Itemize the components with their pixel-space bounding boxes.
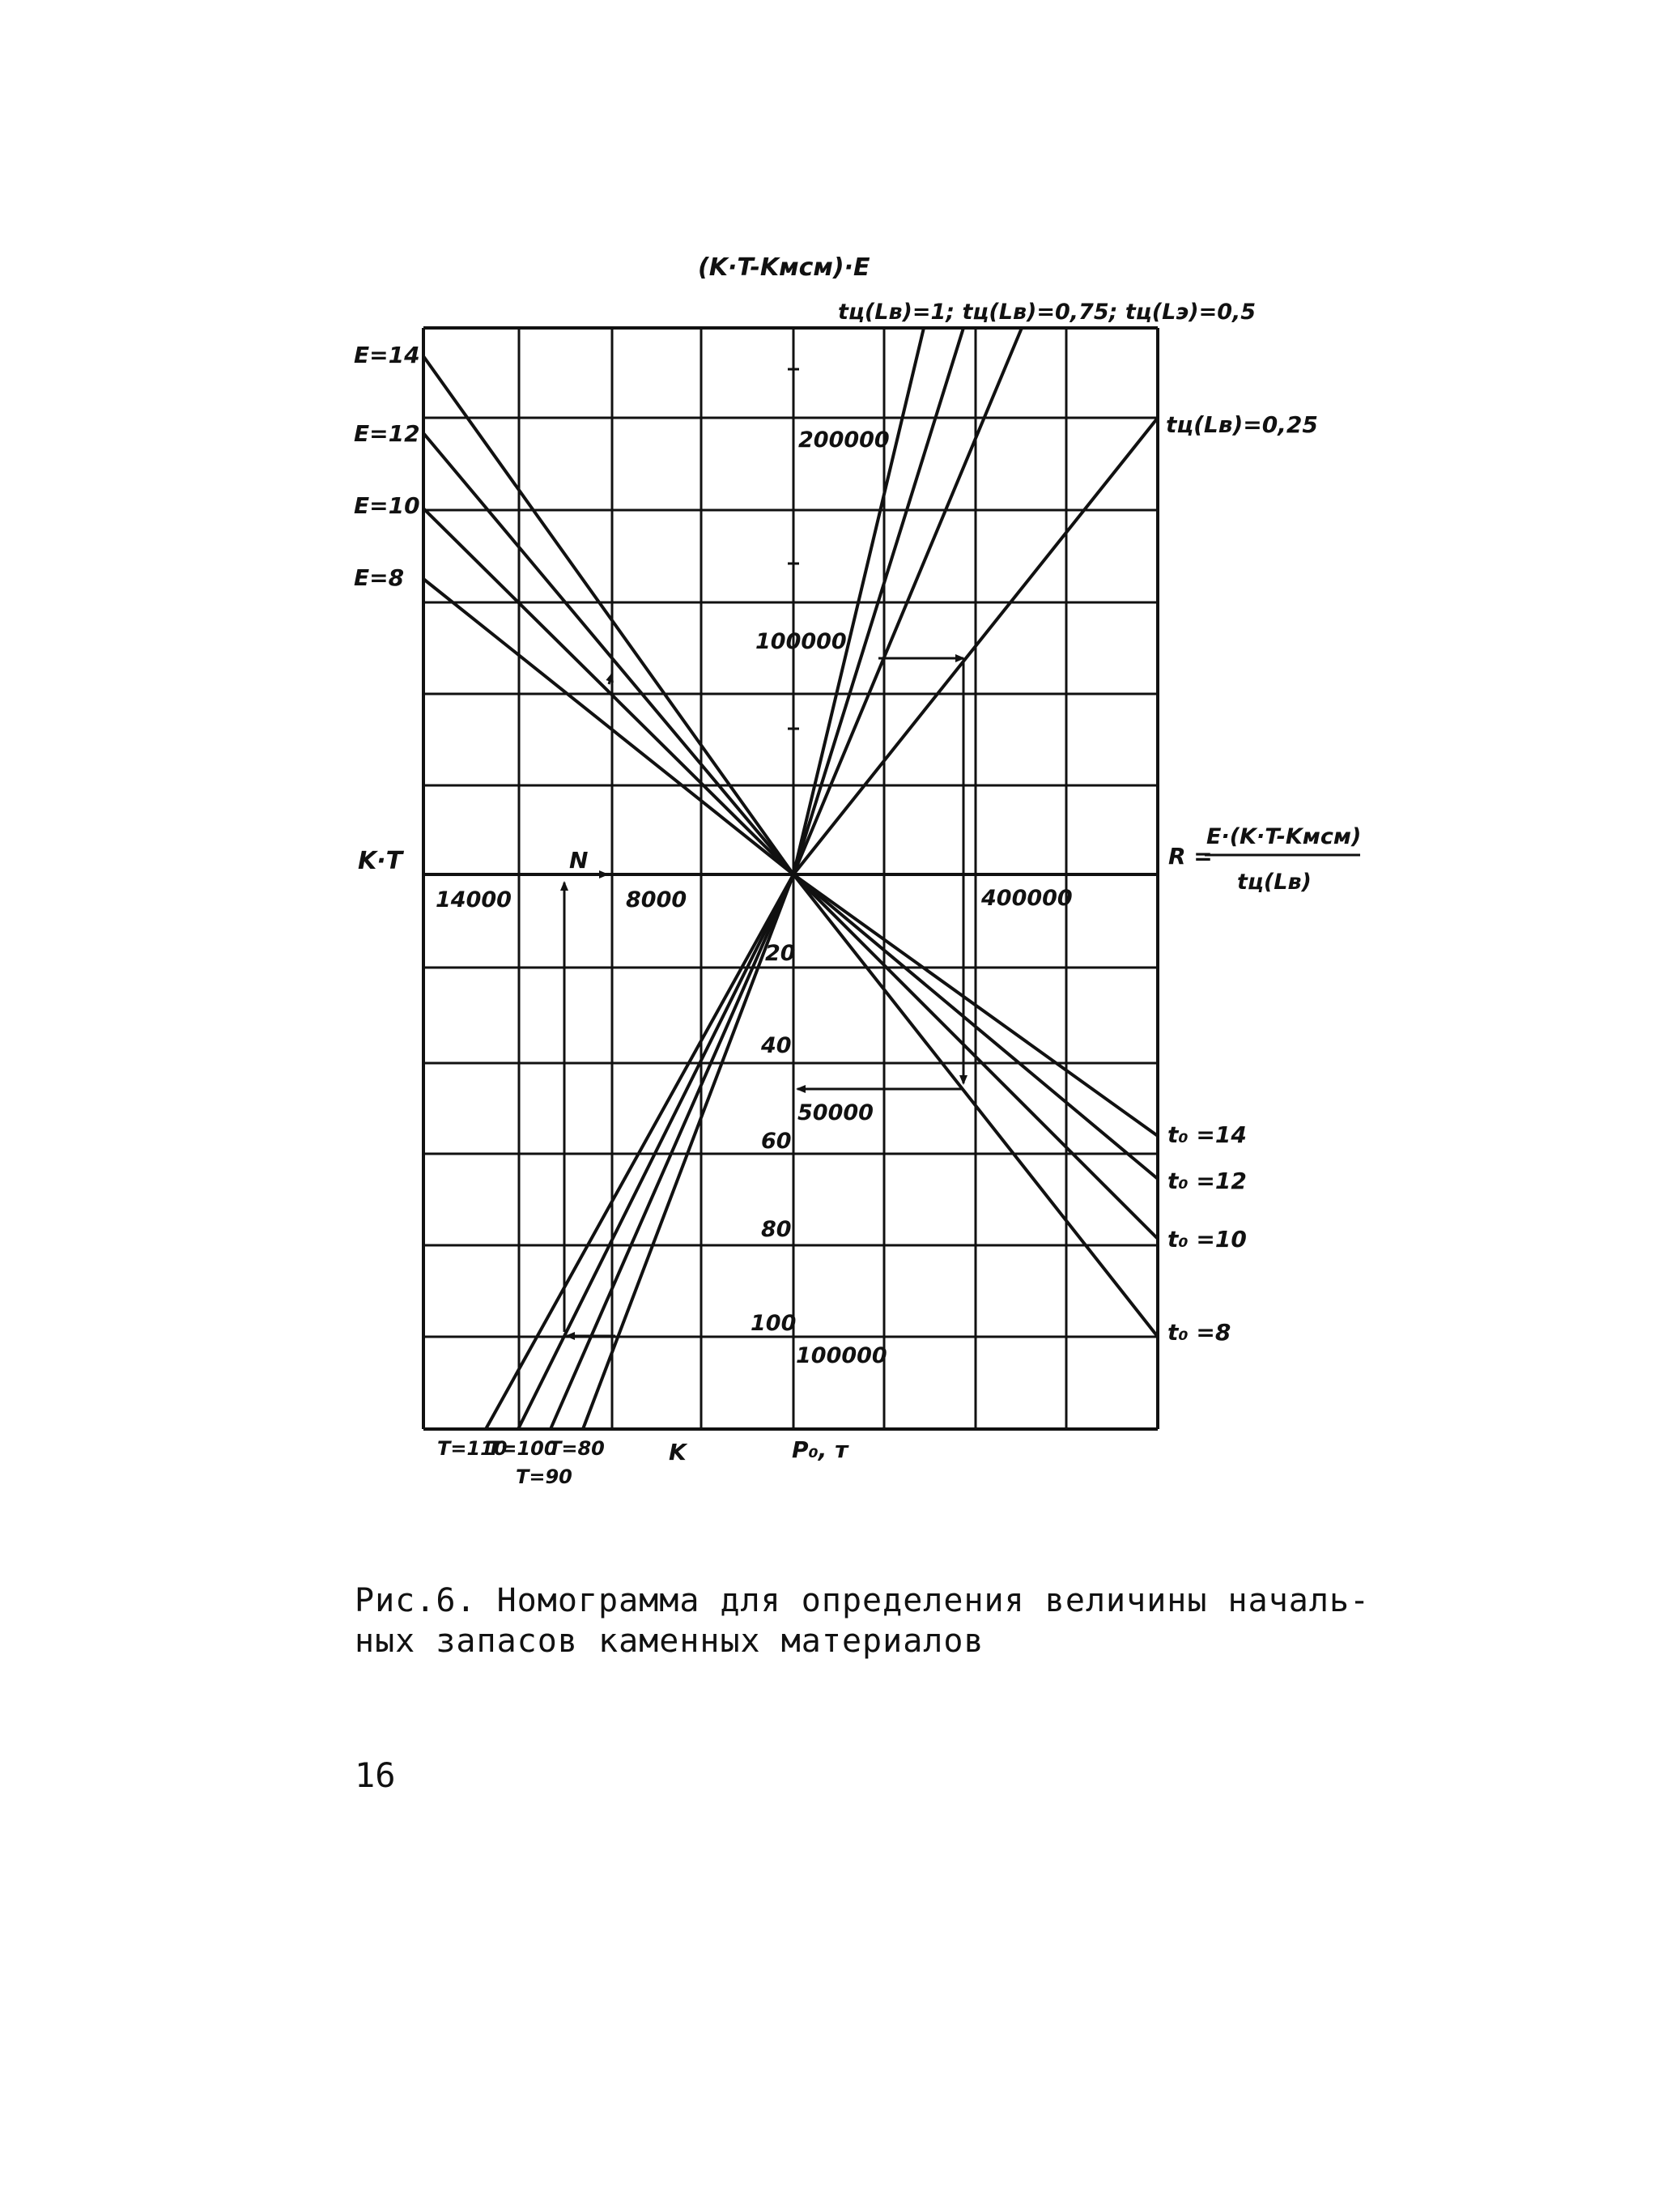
line-E14 — [423, 356, 793, 874]
nomogram-lines — [423, 328, 1158, 1429]
t0-12-label: t₀ =12 — [1167, 1168, 1247, 1194]
tick-400000: 400000 — [981, 886, 1073, 911]
line-E10 — [423, 508, 793, 874]
R-formula-lhs: R = — [1168, 843, 1213, 870]
R-formula-denominator: tц(Lв) — [1237, 870, 1312, 895]
tick-60: 60 — [761, 1129, 792, 1154]
E14-label: E=14 — [354, 342, 420, 368]
top-right-line-labels: tц(Lв)=1; tц(Lв)=0,75; tц(Lэ)=0,5 — [838, 300, 1257, 325]
t0-14-label: t₀ =14 — [1167, 1121, 1247, 1148]
tick-100000-up: 100000 — [755, 629, 847, 654]
E10-label: E=10 — [354, 492, 420, 519]
E8-label: E=8 — [354, 564, 405, 591]
K-axis-label: K — [669, 1439, 687, 1465]
T90-label: T=90 — [516, 1465, 572, 1488]
tick-20: 20 — [765, 941, 796, 966]
tick-14000: 14000 — [436, 887, 512, 912]
P0-axis-label: P₀, т — [792, 1436, 848, 1463]
tick-200000: 200000 — [798, 428, 890, 453]
R-formula-numerator: E·(K·T-Kмсм) — [1206, 824, 1362, 849]
t025-line-label: tц(Lв)=0,25 — [1166, 411, 1318, 438]
tick-100: 100 — [751, 1311, 797, 1336]
T110-label: T=110 — [437, 1437, 508, 1460]
T100-label: T=100 — [487, 1437, 558, 1460]
tick-80: 80 — [761, 1217, 792, 1242]
top-axis-title: (K·T-Kмсм)·E — [698, 253, 870, 282]
t0-10-label: t₀ =10 — [1167, 1226, 1247, 1253]
line-T90 — [551, 874, 793, 1429]
page-number: 16 — [355, 1755, 396, 1795]
caption-line-2: ных запасов каменных материалов — [355, 1623, 984, 1660]
tick-50000: 50000 — [797, 1100, 874, 1125]
N-label: N — [569, 847, 589, 874]
tick-8000: 8000 — [626, 887, 687, 912]
t0-8-label: t₀ =8 — [1167, 1319, 1231, 1346]
line-E12 — [423, 433, 793, 874]
E12-label: E=12 — [354, 420, 420, 447]
T80-label: T=80 — [548, 1437, 605, 1460]
tick-40: 40 — [761, 1033, 792, 1058]
line-T100 — [518, 874, 793, 1429]
line-E8 — [423, 579, 793, 874]
KT-axis-label: K·T — [358, 847, 403, 875]
tick-100000-down: 100000 — [796, 1343, 887, 1368]
caption-line-1: Рис.6. Номограмма для определения величины началь- — [355, 1582, 1371, 1619]
line-T110 — [486, 874, 793, 1429]
figure-caption — [355, 1580, 1407, 1661]
